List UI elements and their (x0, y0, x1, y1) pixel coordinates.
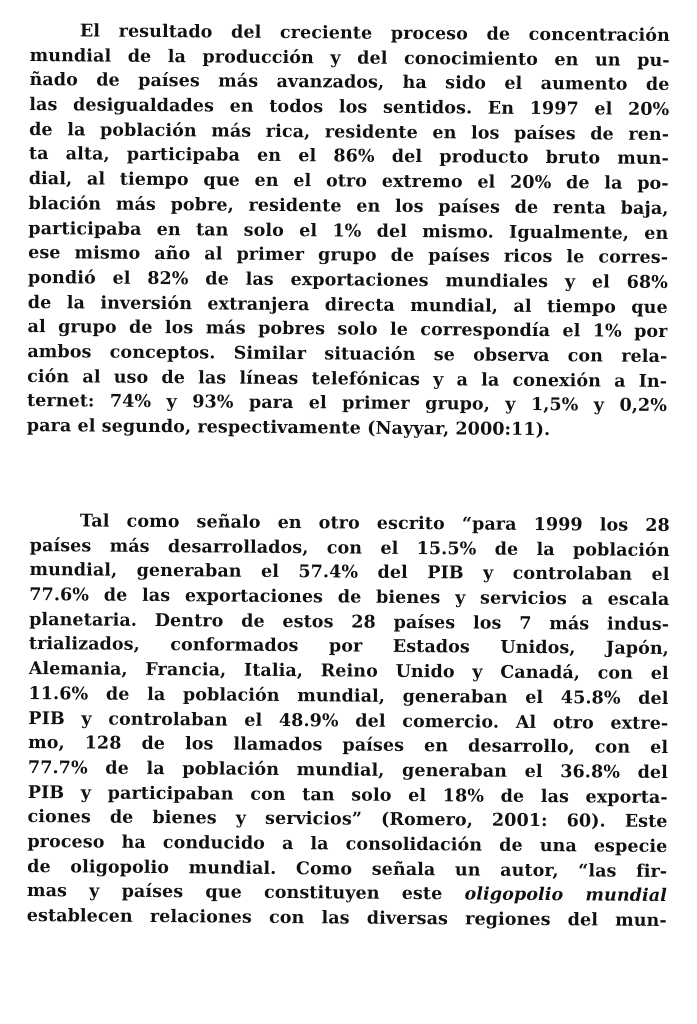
text-line: trializados, conformados por Estados Unidos, Japón, (28, 634, 669, 660)
paragraph-2 (27, 509, 670, 934)
text-line: para el segundo, respectivamente (Nayyar, 2000:11). (26, 415, 551, 441)
text-line: pondió el 82% de las exportaciones mundiales y el 68% (27, 267, 669, 293)
text-line: ese mismo año al primer grupo de países ricos le corres- (28, 243, 669, 269)
text-line: ñado de países más avanzados, ha sido el aumento de (29, 70, 670, 96)
text-line: ta alta, participaba en el 86% del producto bruto mun- (28, 144, 669, 170)
text-line: blación más pobre, residente en los países de renta baja, (28, 193, 669, 219)
text-line: ambos conceptos. Similar situación se observa con rela- (27, 341, 668, 367)
text-line: 77.7% de la población mundial, generaban el 36.8% del (27, 757, 669, 783)
text-line: países más desarrollados, con el 15.5% de la población (29, 535, 670, 561)
text-line: de oligopolio mundial. Como señala un autor, “las fir- (27, 856, 668, 882)
text-line: de la población más rica, residente en los países de ren- (29, 119, 670, 145)
text-line: El resultado del creciente proceso de concentración (79, 21, 670, 47)
text-line: 77.6% de las exportaciones de bienes y servicios a escala (29, 585, 670, 611)
text-line: dial, al tiempo que en el otro extremo el 20% de la po- (28, 169, 669, 195)
italic-term: oligopolio mundial (464, 884, 668, 907)
text-run: mas y países que constituyen este (26, 881, 465, 905)
text-line: establecen relaciones con las diversas regiones del mun- (26, 905, 667, 932)
text-line: de la inversión extranjera directa mundial, al tiempo que (27, 292, 668, 318)
text-line: PIB y controlaban el 48.9% del comercio. Al otro extre- (28, 708, 669, 734)
paragraph-1 (27, 19, 670, 444)
text-line: Alemania, Francia, Italia, Reino Unido y Canadá, con el (28, 659, 669, 685)
text-line: planetaria. Dentro de estos 28 países los 7 más indus- (29, 609, 670, 635)
text-line: Tal como señalo en otro escrito “para 1999 los 28 (79, 511, 670, 537)
text-line: mundial, generaban el 57.4% del PIB y controlaban el (29, 560, 670, 586)
text-line: mundial de la producción y del conocimiento en un pu- (29, 45, 670, 71)
text-line: las desigualdades en todos los sentidos. En 1997 el 20% (29, 95, 670, 121)
text-line: ternet: 74% y 93% para el primer grupo, y 1,5% y 0,2% (26, 391, 668, 417)
text-line: 11.6% de la población mundial, generaban el 45.8% del (28, 683, 669, 709)
text-line: al grupo de los más pobres solo le correspondía el 1% por (27, 317, 668, 343)
text-line: ciones de bienes y servicios” (Romero, 2001: 60). Este (27, 807, 668, 833)
text-line: mo, 128 de los llamados países en desarrollo, con el (28, 733, 669, 759)
text-line: ción al uso de las líneas telefónicas y a la conexión a In- (27, 366, 668, 392)
text-line: PIB y participaban con tan solo el 18% de las exporta- (27, 782, 668, 808)
text-line: participaba en tan solo el 1% del mismo. Igualmente, en (28, 218, 669, 244)
text-line: proceso ha conducido a la consolidación de una especie (27, 831, 668, 857)
